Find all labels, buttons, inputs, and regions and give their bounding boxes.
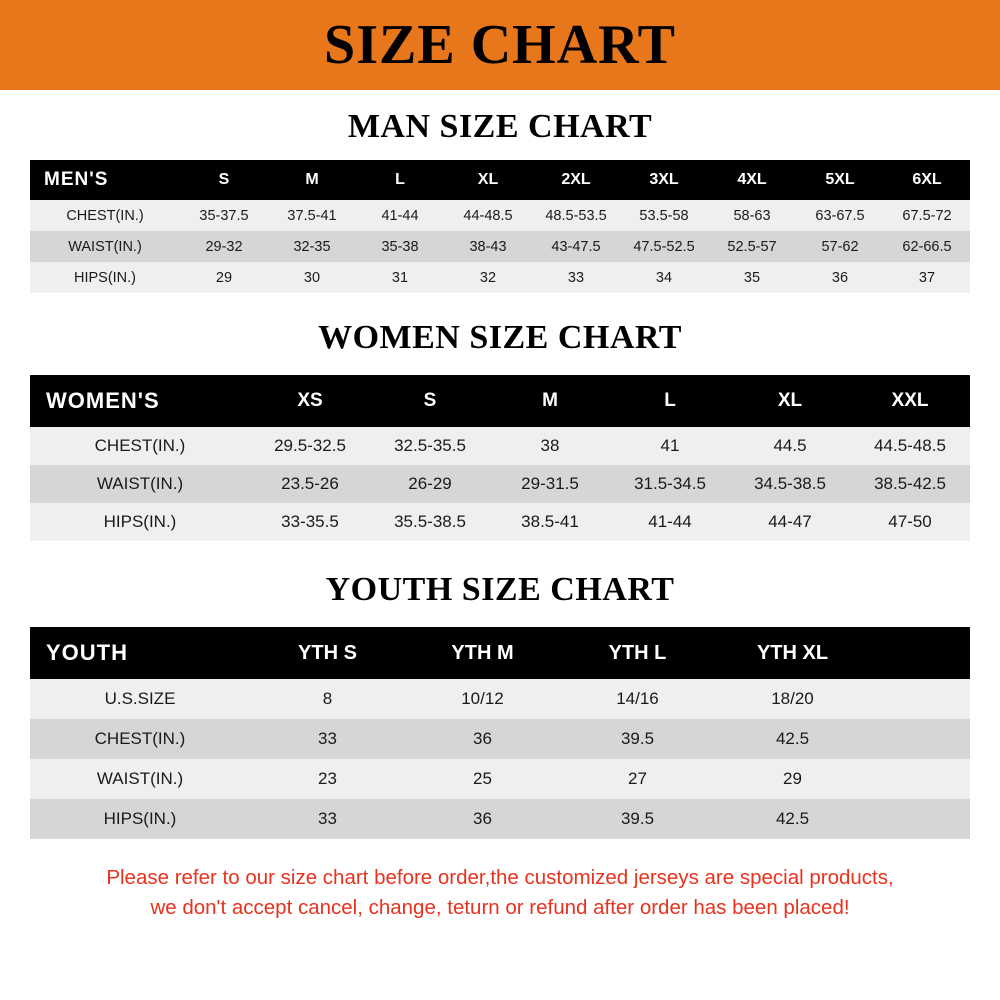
table-row [30, 427, 970, 465]
man-section-title: MAN SIZE CHART [347, 108, 653, 145]
women-cell-1-0: 23.5-26 [281, 474, 339, 493]
youth-cell-1-3: 42.5 [775, 729, 810, 748]
table-header-row [30, 627, 970, 679]
man-cell-0-3: 44-48.5 [463, 207, 513, 224]
youth-row-2-label: WAIST(IN.) [96, 769, 184, 788]
table-row [30, 231, 970, 262]
man-col-0: S [218, 171, 230, 188]
women-table-header [30, 375, 970, 427]
table-row [30, 679, 970, 719]
youth-cell-1-spacer [870, 719, 970, 759]
women-cell-0-3: 41 [660, 436, 680, 455]
man-cell-2-8: 37 [918, 269, 936, 286]
note-line-2: we don't accept cancel, change, teturn or refund after order has been placed! [150, 895, 850, 919]
man-cell-0-6: 58-63 [733, 207, 771, 224]
women-cell-0-5: 44.5-48.5 [874, 436, 946, 455]
women-cell-2-3: 41-44 [648, 512, 692, 531]
women-col-0: XS [297, 390, 323, 411]
youth-row-1-label: CHEST(IN.) [94, 729, 186, 748]
youth-cell-2-0: 23 [318, 769, 337, 788]
youth-cell-0-spacer [870, 679, 970, 719]
man-cell-1-4: 43-47.5 [551, 238, 601, 255]
youth-cell-1-1: 36 [473, 729, 492, 748]
youth-corner-label: YOUTH [46, 640, 128, 665]
youth-row-0-label: U.S.SIZE [104, 689, 176, 708]
table-row [30, 799, 970, 839]
youth-cell-3-3: 42.5 [775, 809, 810, 828]
man-cell-2-5: 34 [655, 269, 673, 286]
youth-cell-2-1: 25 [473, 769, 492, 788]
table-row [30, 200, 970, 231]
page-banner [0, 0, 1000, 90]
man-col-5: 3XL [649, 171, 679, 188]
youth-col-1: YTH M [451, 641, 514, 664]
women-size-table [30, 375, 970, 541]
women-cell-1-4: 34.5-38.5 [754, 474, 826, 493]
man-cell-1-8: 62-66.5 [902, 238, 952, 255]
youth-table-body [30, 679, 970, 839]
women-cell-2-2: 38.5-41 [521, 512, 579, 531]
man-row-0-label: CHEST(IN.) [66, 207, 144, 224]
youth-cell-0-0: 8 [322, 689, 333, 708]
women-table-body [30, 427, 970, 541]
youth-size-table [30, 627, 970, 839]
man-corner-label: MEN'S [44, 169, 109, 190]
youth-cell-3-1: 36 [473, 809, 492, 828]
youth-table-header [30, 627, 970, 679]
man-cell-2-1: 30 [303, 269, 321, 286]
women-section-title: WOMEN SIZE CHART [318, 319, 682, 356]
women-cell-0-4: 44.5 [773, 436, 807, 455]
table-row [30, 262, 970, 293]
man-col-1: M [305, 171, 319, 188]
man-cell-2-0: 29 [215, 269, 233, 286]
youth-col-3: YTH XL [756, 641, 829, 664]
man-cell-1-2: 35-38 [381, 238, 419, 255]
note-line-1: Please refer to our size chart before order,the customized jerseys are special products, [106, 866, 894, 889]
man-table-header [30, 160, 970, 200]
women-cell-1-5: 38.5-42.5 [874, 474, 946, 493]
women-col-1: S [423, 390, 437, 411]
table-header-row [30, 160, 970, 200]
women-col-4: XL [777, 390, 803, 411]
man-cell-0-5: 53.5-58 [639, 207, 689, 224]
women-row-2-label: HIPS(IN.) [103, 512, 177, 531]
return-policy-note [25, 863, 975, 922]
man-cell-0-7: 63-67.5 [815, 207, 865, 224]
women-cell-1-1: 26-29 [408, 474, 452, 493]
women-corner-label: WOMEN'S [46, 388, 160, 413]
women-cell-2-1: 35.5-38.5 [394, 512, 466, 531]
women-cell-1-2: 29-31.5 [521, 474, 579, 493]
youth-cell-0-3: 18/20 [771, 689, 814, 708]
man-cell-0-1: 37.5-41 [287, 207, 337, 224]
man-cell-1-6: 52.5-57 [727, 238, 777, 255]
table-row [30, 503, 970, 541]
table-row [30, 719, 970, 759]
youth-cell-3-2: 39.5 [620, 809, 655, 828]
man-cell-0-4: 48.5-53.5 [545, 207, 607, 224]
man-col-6: 4XL [737, 171, 767, 188]
man-col-7: 5XL [825, 171, 855, 188]
women-row-1-label: WAIST(IN.) [96, 474, 184, 493]
youth-cell-3-0: 33 [318, 809, 337, 828]
women-cell-2-4: 44-47 [768, 512, 812, 531]
man-cell-0-8: 67.5-72 [902, 207, 952, 224]
man-cell-1-7: 57-62 [821, 238, 859, 255]
man-cell-0-0: 35-37.5 [199, 207, 249, 224]
man-col-2: L [395, 171, 405, 188]
man-row-2-label: HIPS(IN.) [73, 269, 137, 286]
man-cell-1-5: 47.5-52.5 [633, 238, 695, 255]
youth-cell-3-spacer [870, 799, 970, 839]
man-cell-0-2: 41-44 [381, 207, 419, 224]
man-cell-2-6: 35 [743, 269, 761, 286]
man-cell-1-0: 29-32 [205, 238, 243, 255]
man-cell-2-7: 36 [831, 269, 849, 286]
youth-cell-0-1: 10/12 [461, 689, 504, 708]
man-col-8: 6XL [912, 171, 942, 188]
man-col-4: 2XL [561, 171, 591, 188]
youth-cell-0-2: 14/16 [616, 689, 659, 708]
table-row [30, 465, 970, 503]
youth-cell-2-spacer [870, 759, 970, 799]
women-cell-1-3: 31.5-34.5 [634, 474, 706, 493]
man-cell-1-1: 32-35 [293, 238, 331, 255]
women-cell-0-1: 32.5-35.5 [394, 436, 466, 455]
women-cell-2-5: 47-50 [888, 512, 932, 531]
women-col-3: L [664, 390, 676, 411]
women-col-5: XXL [891, 390, 929, 411]
man-table-body [30, 200, 970, 293]
table-header-row [30, 375, 970, 427]
youth-cell-1-2: 39.5 [620, 729, 655, 748]
man-cell-2-3: 32 [479, 269, 497, 286]
women-cell-0-2: 38 [540, 436, 560, 455]
youth-cell-2-2: 27 [628, 769, 647, 788]
table-row [30, 759, 970, 799]
man-cell-2-2: 31 [391, 269, 409, 286]
women-cell-2-0: 33-35.5 [281, 512, 339, 531]
man-row-1-label: WAIST(IN.) [68, 238, 142, 255]
youth-row-3-label: HIPS(IN.) [103, 809, 177, 828]
youth-section-title: YOUTH SIZE CHART [325, 571, 675, 608]
youth-cell-1-0: 33 [318, 729, 337, 748]
women-col-2: M [542, 390, 558, 411]
man-col-3: XL [477, 171, 499, 188]
man-cell-1-3: 38-43 [469, 238, 507, 255]
youth-col-0: YTH S [298, 641, 357, 664]
women-cell-0-0: 29.5-32.5 [274, 436, 346, 455]
women-row-0-label: CHEST(IN.) [94, 436, 186, 455]
page-title: SIZE CHART [324, 14, 676, 76]
youth-col-2: YTH L [608, 641, 667, 664]
man-cell-2-4: 33 [567, 269, 585, 286]
youth-col-spacer [870, 627, 970, 679]
youth-cell-2-3: 29 [783, 769, 802, 788]
man-size-table [30, 160, 970, 293]
